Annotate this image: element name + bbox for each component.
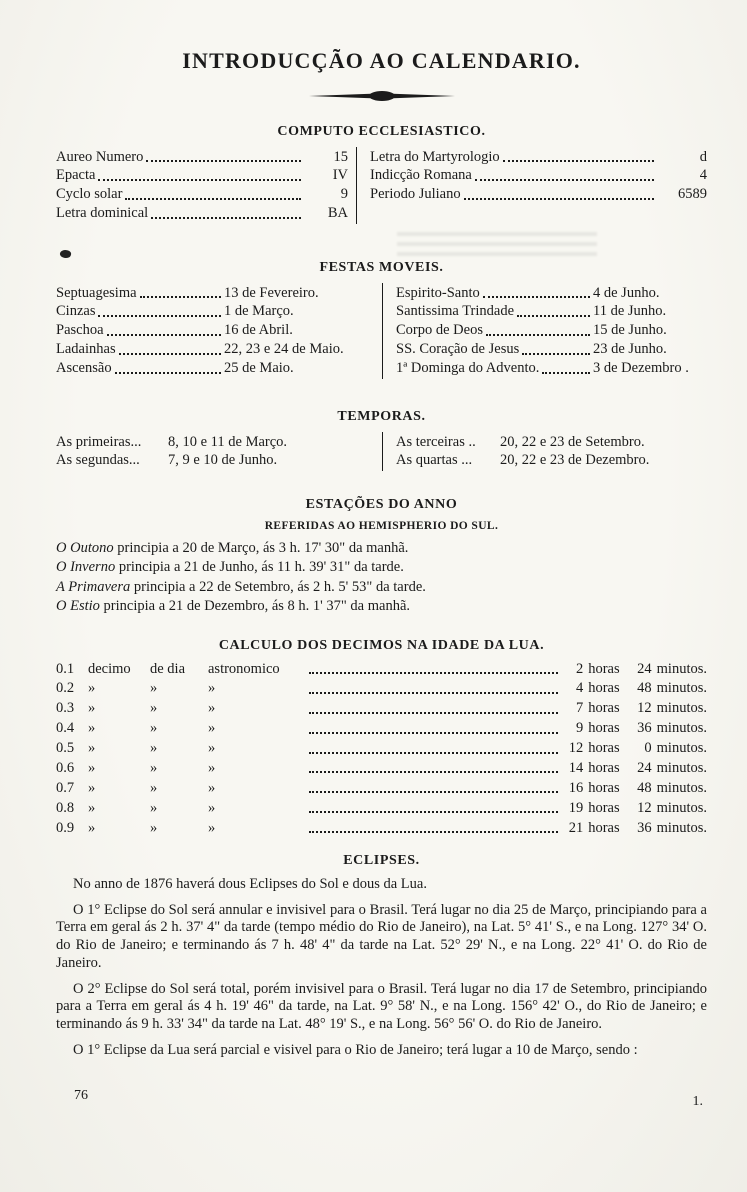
row-label: Cinzas	[56, 303, 96, 320]
table-row	[56, 186, 348, 203]
computo-table	[56, 147, 707, 224]
eclipse-paragraph: O 1° Eclipse da Lua será parcial e visivel para o Rio de Janeiro; terá lugar a 10 de Março, sendo :	[73, 1041, 638, 1058]
row-value: 11 de Junho.	[593, 303, 667, 320]
hours-unit: horas	[588, 760, 620, 776]
row-label: As terceiras ..	[396, 433, 476, 450]
page-number: 76	[74, 1088, 88, 1103]
dot-leader	[517, 315, 590, 317]
dot-leader	[486, 334, 590, 336]
row-value: 6589	[678, 186, 707, 203]
dot-leader	[309, 692, 558, 694]
calc-word: decimo	[88, 660, 131, 677]
minutes-value: 24	[637, 660, 652, 677]
festas-heading: FESTAS MOVEIS.	[319, 260, 444, 276]
dot-leader	[309, 811, 558, 813]
table-row	[56, 360, 374, 377]
table-row	[396, 285, 707, 302]
ditto-mark: »	[88, 819, 96, 836]
table-row	[370, 149, 707, 166]
hours-value: 4	[575, 680, 584, 697]
calc-row	[56, 740, 707, 757]
table-row	[56, 452, 374, 469]
signature-mark: 1.	[692, 1094, 703, 1109]
hours-value: 7	[575, 700, 584, 717]
row-label: Indicção Romana	[370, 167, 472, 184]
decimal-value: 0.3	[56, 700, 75, 717]
dot-leader	[119, 353, 221, 355]
row-value: 3 de Dezembro .	[593, 360, 689, 377]
table-row	[370, 167, 707, 184]
row-value: 23 de Junho.	[593, 341, 667, 358]
ditto-mark: »	[208, 700, 216, 717]
computo-left-column	[56, 147, 356, 224]
row-value: 13 de Fevereiro.	[224, 284, 319, 301]
temporas-table	[56, 432, 707, 471]
dot-leader	[522, 353, 590, 355]
calc-row	[56, 661, 707, 678]
minutes-unit: minutos.	[656, 660, 707, 677]
hours-unit: horas	[588, 819, 620, 836]
decimal-value: 0.9	[56, 819, 75, 836]
hours-value: 16	[568, 779, 584, 796]
section-calculo	[56, 638, 707, 838]
table-row	[56, 167, 348, 184]
table-row	[396, 434, 707, 451]
dot-leader	[309, 771, 558, 773]
dot-leader	[309, 672, 558, 674]
minutes-value: 12	[637, 799, 652, 816]
eclipse-paragraph: O 1° Eclipse do Sol será annular e invisivel para o Brasil. Terá lugar no dia 25 de Março, principiando para a Terra em geral ás 2 h. 37' 4" da tarde (tempo médio do Rio de Janeiro), na Lat. 5° 41' S., e na Long. 127° 34' O. do Rio de Janeiro; e terminando ás 7 h. 48' 4" da tarde na Lat. 52° 29' N., e na Long. 22° 41' O. do Rio de Janeiro.	[56, 901, 707, 971]
festas-table	[56, 283, 707, 379]
dot-leader	[483, 296, 590, 298]
calc-row	[56, 820, 707, 837]
ditto-mark: »	[88, 799, 96, 816]
table-row	[370, 186, 707, 203]
table-row	[56, 434, 374, 451]
ditto-mark: »	[208, 720, 216, 737]
ditto-mark: »	[88, 680, 96, 697]
minutes-value: 48	[637, 779, 652, 796]
ditto-mark: »	[150, 740, 158, 757]
minutes-unit: minutos.	[656, 799, 707, 816]
ditto-mark: »	[208, 779, 216, 796]
row-label: 1ª Dominga do Advento.	[396, 360, 540, 377]
minutes-value: 12	[637, 700, 652, 717]
dot-leader	[140, 296, 221, 298]
season-text: principia a 20 de Março, ás 3 h. 17' 30" da manhã.	[113, 540, 409, 557]
season-name: A Primavera	[56, 578, 131, 595]
decimal-value: 0.6	[56, 760, 75, 776]
eclipses-heading: ECLIPSES.	[343, 853, 420, 869]
hours-unit: horas	[588, 799, 620, 816]
season-name: O Estio	[56, 597, 100, 614]
ditto-mark: »	[150, 799, 158, 816]
row-value: 8, 10 e 11 de Março.	[168, 433, 288, 450]
minutes-unit: minutos.	[656, 740, 707, 757]
row-value: 20, 22 e 23 de Setembro.	[500, 433, 645, 450]
row-value: 7, 9 e 10 de Junho.	[168, 452, 278, 469]
row-value: d	[699, 148, 707, 165]
row-value: 15	[333, 148, 348, 165]
hours-value: 2	[575, 660, 584, 677]
ditto-mark: »	[88, 740, 96, 757]
ditto-mark: »	[208, 760, 216, 776]
hours-value: 9	[575, 720, 584, 737]
row-label: Corpo de Deos	[396, 322, 483, 339]
ditto-mark: »	[150, 720, 158, 737]
temporas-heading: TEMPORAS.	[337, 409, 426, 425]
row-value: 16 de Abril.	[224, 322, 293, 339]
table-row	[56, 205, 348, 222]
table-row	[396, 303, 707, 320]
row-label: Aureo Numero	[56, 148, 144, 165]
calc-row	[56, 680, 707, 697]
minutes-unit: minutos.	[656, 760, 707, 776]
row-value: 15 de Junho.	[593, 322, 667, 339]
hours-unit: horas	[588, 660, 620, 677]
dot-leader	[309, 732, 558, 734]
festas-left-column	[56, 283, 382, 379]
season-name: O Outono	[56, 540, 114, 557]
calc-row	[56, 700, 707, 717]
hours-unit: horas	[588, 779, 620, 796]
row-label: Cyclo solar	[56, 186, 123, 203]
ditto-mark: »	[150, 779, 158, 796]
decimal-value: 0.4	[56, 720, 75, 737]
hours-value: 14	[568, 760, 584, 776]
eclipse-paragraph: No anno de 1876 haverá dous Eclipses do Sol e dous da Lua.	[73, 876, 427, 893]
ditto-mark: »	[150, 700, 158, 717]
decimal-value: 0.8	[56, 799, 75, 816]
season-text: principia a 22 de Setembro, ás 2 h. 5' 53" da tarde.	[130, 578, 426, 595]
hours-unit: horas	[588, 740, 620, 757]
calc-row	[56, 780, 707, 797]
decimal-value: 0.5	[56, 740, 75, 757]
hours-unit: horas	[588, 720, 620, 737]
ditto-mark: »	[88, 779, 96, 796]
minutes-unit: minutos.	[656, 779, 707, 796]
calc-row	[56, 760, 707, 777]
dot-leader	[309, 712, 558, 714]
dot-leader	[503, 160, 654, 162]
estacoes-subheading: REFERIDAS AO HEMISPHERIO DO SUL.	[264, 520, 499, 533]
row-label: As segundas...	[56, 452, 140, 469]
row-label: As quartas ...	[396, 452, 473, 469]
season-name: O Inverno	[56, 559, 116, 576]
row-label: Paschoa	[56, 322, 104, 339]
minutes-value: 36	[637, 819, 652, 836]
decimal-value: 0.7	[56, 779, 75, 796]
row-value: 4	[699, 167, 707, 184]
section-computo	[56, 124, 707, 224]
computo-right-column	[356, 147, 707, 224]
section-temporas	[56, 409, 707, 471]
dot-leader	[542, 372, 590, 374]
row-value: 22, 23 e 24 de Maio.	[224, 341, 344, 358]
decimal-value: 0.2	[56, 680, 75, 697]
row-label: Letra do Martyrologio	[370, 148, 500, 165]
ditto-mark: »	[88, 720, 96, 737]
table-row	[56, 322, 374, 339]
row-value: BA	[327, 205, 348, 222]
table-row	[396, 452, 707, 469]
table-row	[396, 341, 707, 358]
season-text: principia a 21 de Junho, ás 11 h. 39' 31" da tarde.	[115, 559, 404, 576]
ditto-mark: »	[208, 819, 216, 836]
table-row	[56, 303, 374, 320]
section-eclipses	[56, 853, 707, 1059]
dot-leader	[309, 791, 558, 793]
hours-value: 21	[568, 819, 584, 836]
calc-word: astronomico	[208, 660, 280, 677]
minutes-value: 36	[637, 720, 652, 737]
table-row	[56, 341, 374, 358]
dot-leader	[309, 831, 558, 833]
ditto-mark: »	[208, 740, 216, 757]
row-label: SS. Coração de Jesus	[396, 341, 520, 358]
minutes-unit: minutos.	[656, 680, 707, 697]
festas-right-column	[382, 283, 707, 379]
season-line	[56, 559, 707, 577]
calc-row	[56, 800, 707, 817]
row-label: Epacta	[56, 167, 96, 184]
row-label: Espirito-Santo	[396, 284, 480, 301]
hours-value: 19	[568, 799, 584, 816]
ditto-mark: »	[150, 819, 158, 836]
row-value: 9	[340, 186, 348, 203]
minutes-unit: minutos.	[656, 819, 707, 836]
minutes-value: 24	[637, 760, 652, 776]
row-label: Ladainhas	[56, 341, 116, 358]
ditto-mark: »	[208, 680, 216, 697]
ditto-mark: »	[208, 799, 216, 816]
row-value: 20, 22 e 23 de Dezembro.	[500, 452, 650, 469]
season-text: principia a 21 de Dezembro, ás 8 h. 1' 37" da manhã.	[99, 597, 411, 614]
dot-leader	[146, 160, 301, 162]
row-label: Ascensão	[56, 360, 112, 377]
minutes-unit: minutos.	[656, 700, 707, 717]
table-row	[56, 149, 348, 166]
dot-leader	[98, 315, 221, 317]
row-label: As primeiras...	[56, 433, 142, 450]
temporas-left-column	[56, 432, 382, 471]
ditto-mark: »	[150, 680, 158, 697]
divider-ornament	[56, 90, 707, 102]
minutes-value: 0	[644, 740, 652, 757]
ditto-mark: »	[88, 760, 96, 776]
row-label: Santissima Trindade	[396, 303, 515, 320]
temporas-right-column	[382, 432, 707, 471]
calculo-heading: CALCULO DOS DECIMOS NA IDADE DA LUA.	[218, 637, 545, 653]
dot-leader	[309, 752, 558, 754]
table-row	[396, 322, 707, 339]
season-line	[56, 598, 707, 616]
estacoes-heading: ESTAÇÕES DO ANNO	[305, 497, 458, 513]
dot-leader	[98, 179, 301, 181]
bleedthrough-artifact	[397, 232, 597, 260]
dot-leader	[475, 179, 654, 181]
calc-row	[56, 720, 707, 737]
ditto-mark: »	[150, 760, 158, 776]
ornament-graphic	[307, 90, 457, 102]
calc-word: de dia	[150, 660, 186, 677]
computo-heading: COMPUTO ECCLESIASTICO.	[277, 124, 486, 139]
row-label: Letra dominical	[56, 205, 149, 222]
dot-leader	[151, 217, 301, 219]
season-line	[56, 579, 707, 597]
section-estacoes	[56, 497, 707, 615]
dot-leader	[125, 198, 301, 200]
page-title: INTRODUCÇÃO AO CALENDARIO.	[182, 48, 581, 73]
row-value: 1 de Março.	[224, 303, 294, 320]
row-value: 25 de Maio.	[224, 360, 294, 377]
hours-unit: horas	[588, 700, 620, 717]
dot-leader	[464, 198, 654, 200]
minutes-value: 48	[637, 680, 652, 697]
row-value: 4 de Junho.	[593, 284, 660, 301]
ditto-mark: »	[88, 700, 96, 717]
dot-leader	[115, 372, 221, 374]
minutes-unit: minutos.	[656, 720, 707, 737]
row-value: IV	[332, 167, 348, 184]
eclipse-paragraph: O 2° Eclipse do Sol será total, porém invisivel para o Brasil. Terá lugar no dia 17 de Setembro, principiando para a Terra em geral ás 4 h. 19' 46" da tarde, na Lat. 9° 58' N., e na Long. 156° 42' O., do Rio de Janeiro; e terminando ás 9 h. 33' 34" da tarde na Lat. 48° 19' S., e na Long. 56° 56' O. do Rio de Janeiro.	[56, 980, 707, 1032]
row-label: Periodo Juliano	[370, 186, 461, 203]
dot-leader	[107, 334, 221, 336]
row-label: Septuagesima	[56, 284, 137, 301]
section-festas	[56, 260, 707, 379]
table-row	[56, 285, 374, 302]
hours-value: 12	[568, 740, 584, 757]
hours-unit: horas	[588, 680, 620, 697]
table-row	[396, 360, 707, 377]
decimal-value: 0.1	[56, 660, 75, 677]
season-line	[56, 540, 707, 558]
